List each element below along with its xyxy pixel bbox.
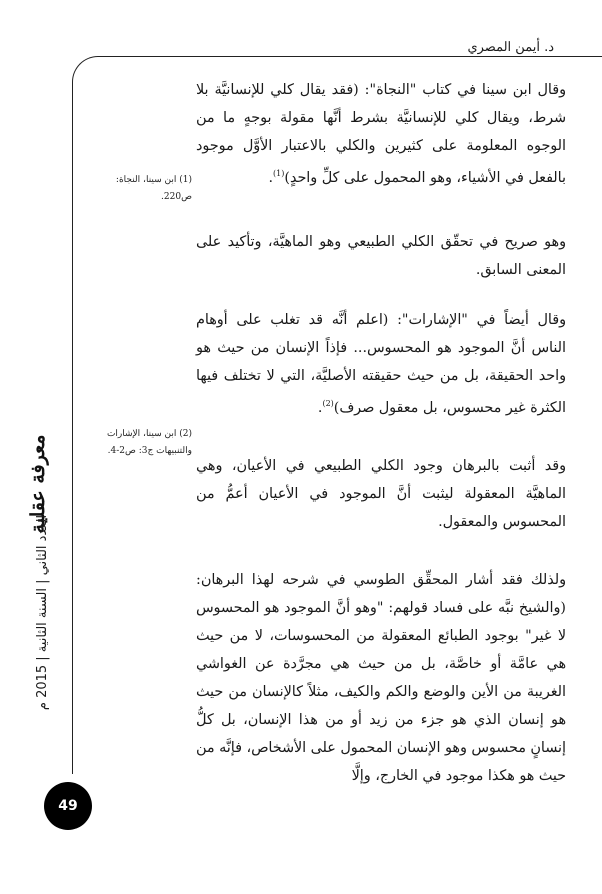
decorative-rule-vertical — [72, 84, 73, 774]
footnote-ref-1: (1) — [273, 169, 285, 178]
paragraph-text: ولذلك فقد أشار المحقِّق الطوسي في شرحه لهذا البرهان: (والشيخ نبَّه على فساد قولهم: "وهو أنَّ الموجود هو المحسوس لا غير" بوجود الطبائع المعقولة من المحسوسات، لا من حيث هي عامَّة أو خاصَّة، بل من حيث هي مجرَّدة عن الغواشي الغريبة من الأين والوضع والكم والكيف، مثلاً كالإنسان من حيث هو إنسان الذي هو جزء من زيد أو من هذا الإنسان، بل كلُّ إنسانٍ محسوس وهو الإنسان المحمول على الأشخاص، فإنَّه من حيث هو هكذا موجود في الخارج، وإلَّا — [196, 572, 566, 784]
issue-info-text: العدد الثاني | السنة الثانية | 2015 م — [35, 514, 51, 711]
paragraph-tusi — [196, 566, 566, 790]
issue-info — [28, 515, 58, 710]
footnote-1: (1) ابن سينا، النجاة: ص220. — [115, 175, 192, 202]
paragraph-text: وقال ابن سينا في كتاب "النجاة": (فقد يقال كلي للإنسانيَّة بلا شرط، ويقال كلي للإنسانيَّة بشرط أنَّها مقولة بوجهٍ ما من الوجوه المعلومة على كثيرين والكلي بالاعتبار الأوَّل موجود بالفعل في الأشياء، وهو المحمول على كلِّ واحدٍ) — [196, 82, 566, 186]
running-header-author: د. أيمن المصري — [467, 40, 554, 55]
paragraph-text: وهو صريح في تحقّق الكلي الطبيعي وهو الماهيَّة، وتأكيد على المعنى السابق. — [196, 234, 566, 278]
footnote-2: (2) ابن سينا، الإشارات والتنبيهات ج3: ص2-4. — [106, 429, 192, 456]
paragraph-text: وقال أيضاً في "الإشارات": (اعلم أنَّه قد تغلب على أوهام الناس أنَّ الموجود هو المحسوس... فإذاً الإنسان من حيث هو واحد الحقيقة، بل من حيث حقيقته الأصليَّة، التي لا تختلف فيها الكثرة غير محسوس، بل معقول صرف) — [196, 312, 566, 416]
page-number-badge: 49 — [44, 782, 92, 830]
paragraph-proof — [196, 452, 566, 536]
paragraph-ibn-sina-najat: وقال ابن سينا في كتاب "النجاة": (فقد يقال كلي للإنسانيَّة بلا شرط، ويقال كلي للإنسانيَّة بشرط أنَّها مقولة بوجهٍ ما من الوجوه المعلومة على كثيرين والكلي بالاعتبار الأوَّل موجود بالفعل في الأشياء، وهو المحمول على كلِّ واحدٍ)$^{(1)}$. — [196, 82, 566, 186]
paragraph-explanation — [196, 228, 566, 284]
footnote-ref-2: (2) — [322, 399, 334, 408]
journal-logo-text: معرفة عقلية — [27, 434, 49, 534]
paragraph-text: وقد أثبت بالبرهان وجود الكلي الطبيعي في الأعيان، وهي الماهيَّة المعقولة ليثبت أنَّ الموجود في الأعيان أعمُّ من المحسوس والمعقول. — [196, 458, 566, 530]
paragraph-isharat: وقال أيضاً في "الإشارات": (اعلم أنَّه قد تغلب على أوهام الناس أنَّ الموجود هو المحسوس... فإذاً الإنسان من حيث هو واحد الحقيقة، بل من حيث حقيقته الأصليَّة، التي لا تختلف فيها الكثرة غير محسوس، بل معقول صرف)$^{(2)}$. — [196, 312, 566, 416]
